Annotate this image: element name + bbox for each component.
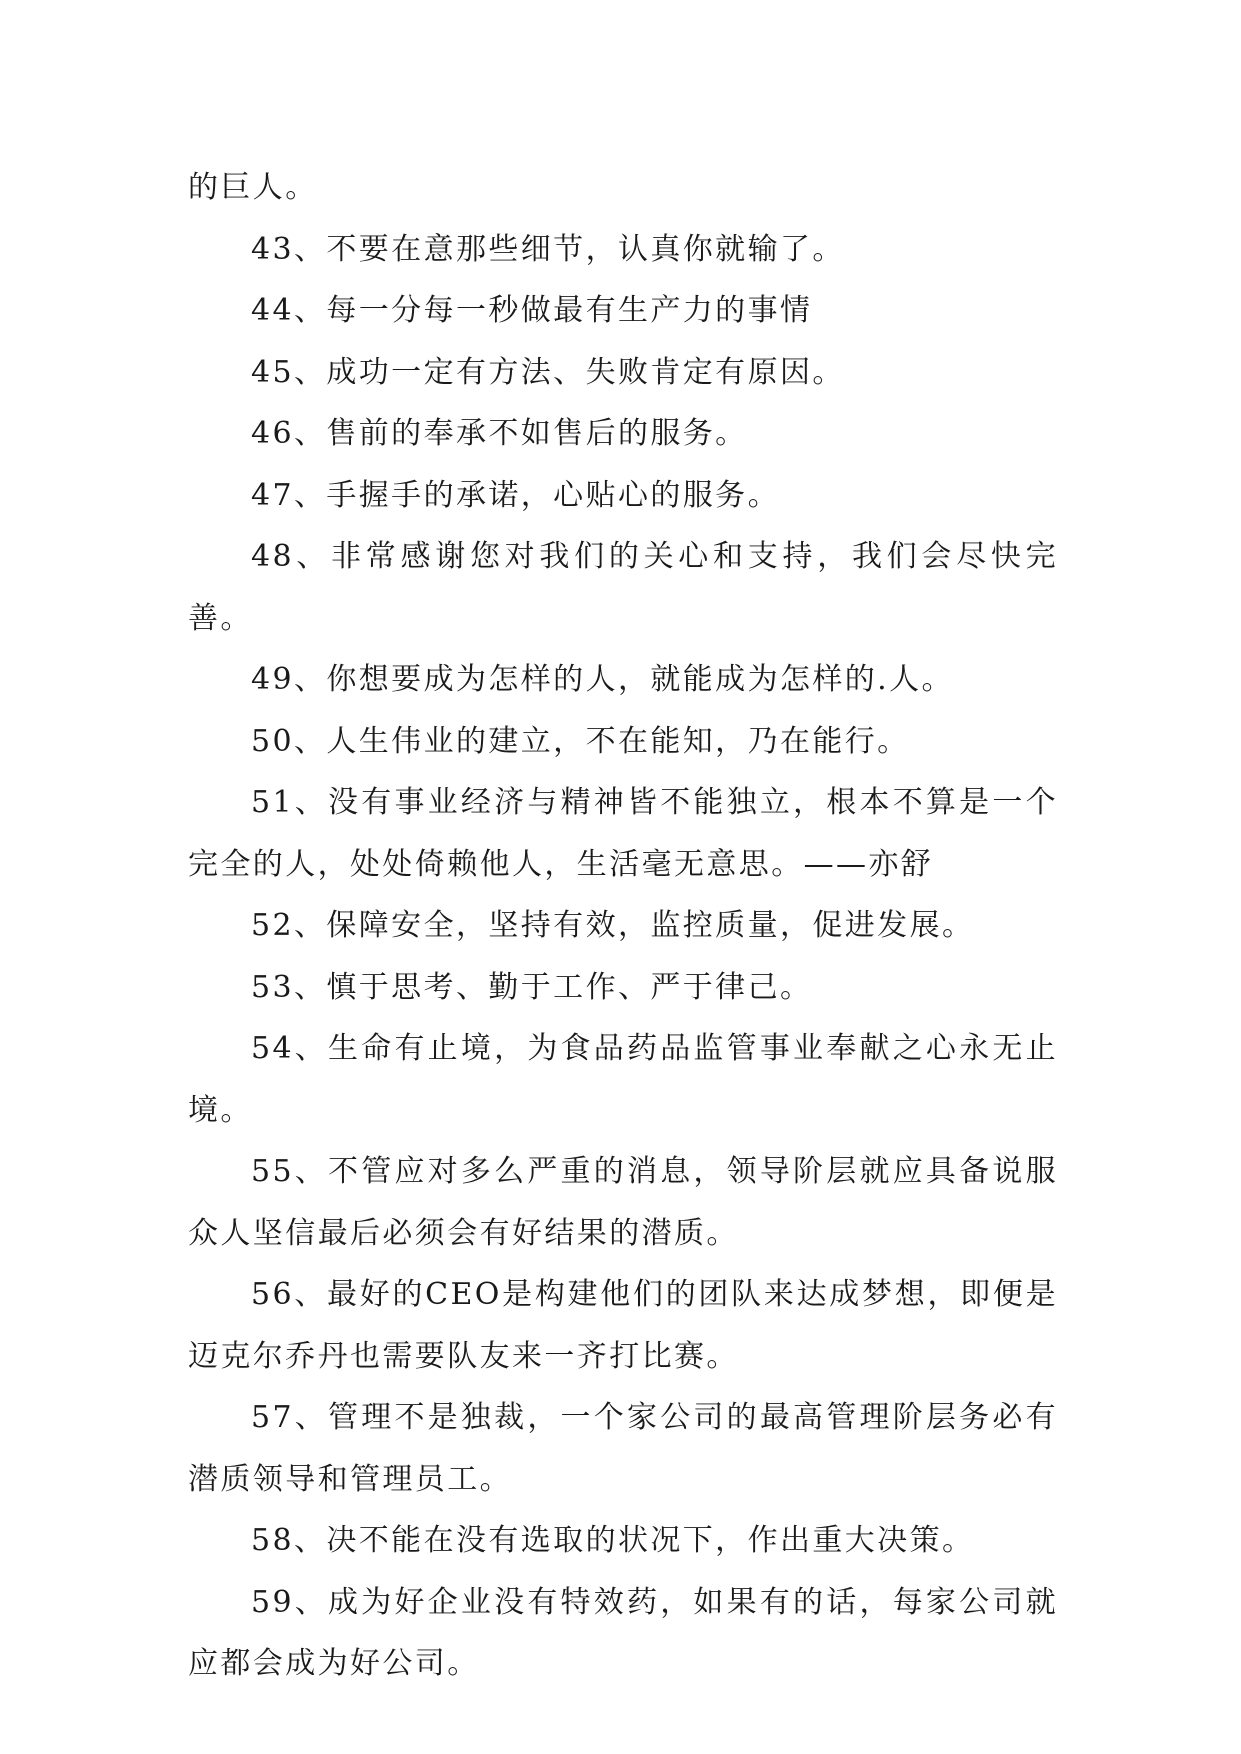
quote-item-59: 59、成为好企业没有特效药，如果有的话，每家公司就应都会成为好公司。 <box>188 1584 1058 1681</box>
quote-item-56: 56、最好的CEO是构建他们的团队来达成梦想，即便是迈克尔乔丹也需要队友来一齐打比赛。 <box>188 1277 1058 1374</box>
quote-item-49: 49、你想要成为怎样的人，就能成为怎样的.人。 <box>251 662 954 697</box>
quote-item-43: 43、不要在意那些细节，认真你就输了。 <box>251 231 845 267</box>
paragraph-continuation: 的巨人。 <box>188 170 318 205</box>
quote-item-52: 52、保障安全，坚持有效，监控质量，促进发展。 <box>251 908 975 943</box>
quote-item-50: 50、人生伟业的建立，不在能知，乃在能行。 <box>251 723 910 759</box>
quote-item-46: 46、售前的奉承不如售后的服务。 <box>251 416 748 451</box>
quote-item-55: 55、不管应对多么严重的消息，领导阶层就应具备说服众人坚信最后必须会有好结果的潜质。 <box>188 1154 1058 1251</box>
quote-item-51: 51、没有事业经济与精神皆不能独立，根本不算是一个完全的人，处处倚赖他人，生活毫无意思。——亦舒 <box>188 785 1058 882</box>
quote-item-44: 44、每一分每一秒做最有生产力的事情 <box>251 293 813 328</box>
quote-item-45: 45、成功一定有方法、失败肯定有原因。 <box>251 354 845 390</box>
quote-item-57: 57、管理不是独裁，一个家公司的最高管理阶层务必有潜质领导和管理员工。 <box>188 1400 1058 1497</box>
quote-item-53: 53、慎于思考、勤于工作、严于律己。 <box>251 969 813 1005</box>
document-body <box>188 157 1058 1695</box>
quote-item-58: 58、决不能在没有选取的状况下，作出重大决策。 <box>251 1523 975 1558</box>
quote-item-48: 48、非常感谢您对我们的关心和支持，我们会尽快完善。 <box>188 539 1058 636</box>
quote-item-54: 54、生命有止境，为食品药品监管事业奉献之心永无止境。 <box>188 1031 1058 1128</box>
quote-item-47: 47、手握手的承诺，心贴心的服务。 <box>251 477 780 513</box>
